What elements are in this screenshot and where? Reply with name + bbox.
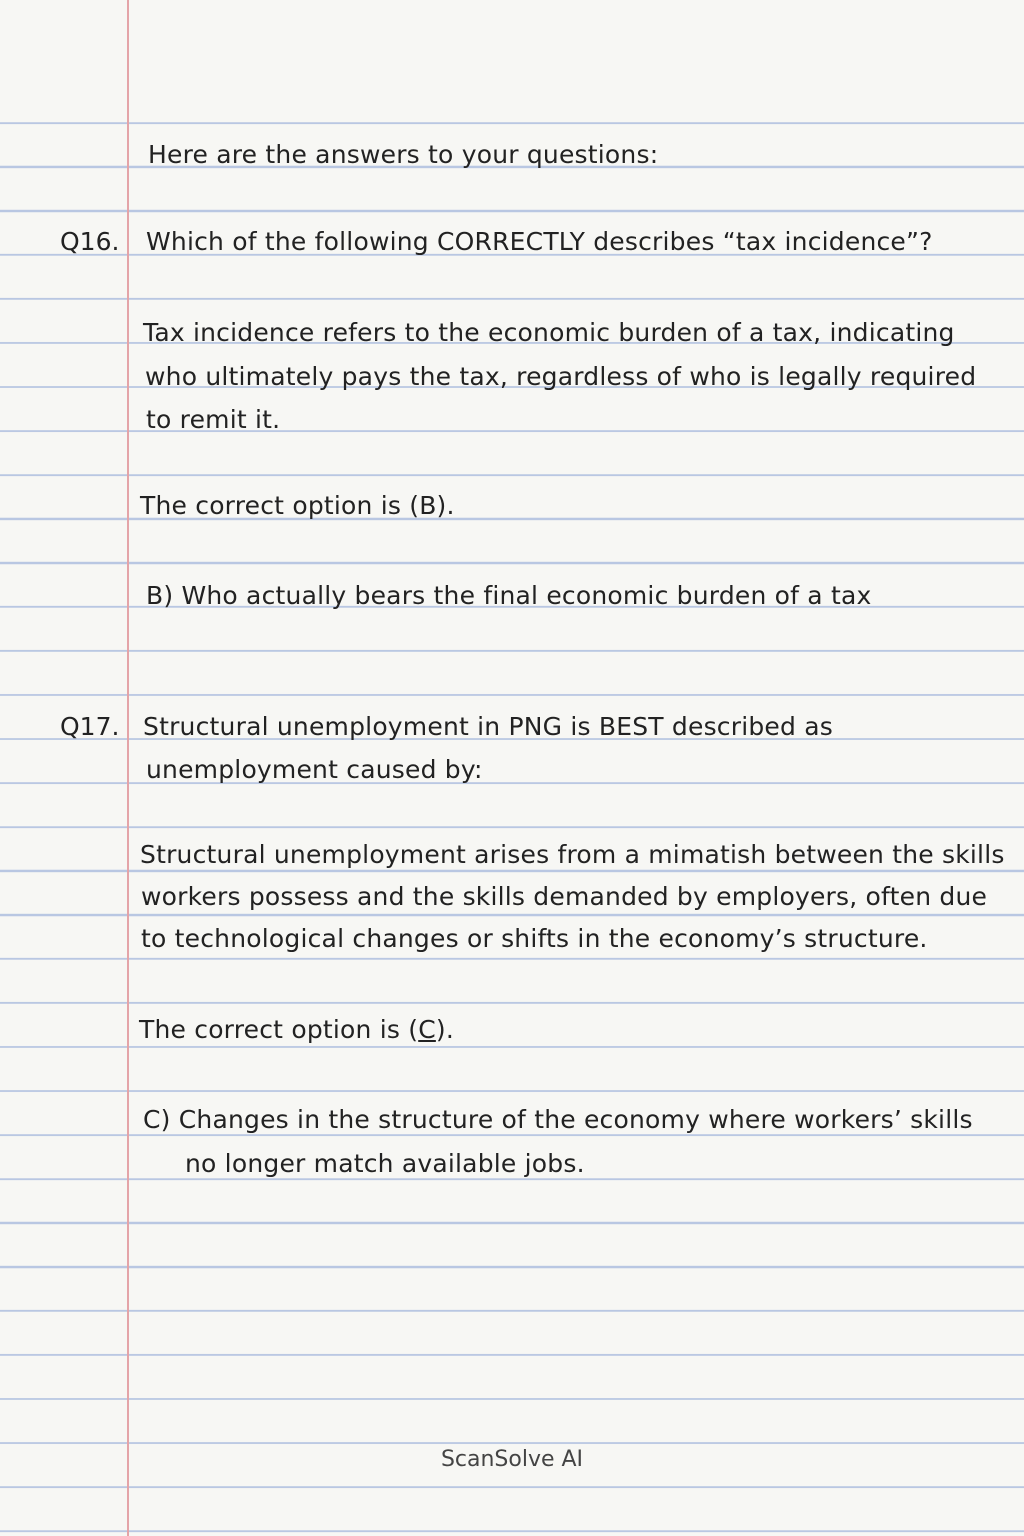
q16-explanation-line-3: to remit it. <box>146 405 281 434</box>
q17-answer-line-1: C) Changes in the structure of the economy where workers’ skills <box>143 1105 973 1134</box>
question-number-16: Q16. <box>60 227 120 256</box>
q16-correct-option: The correct option is (B). <box>140 491 455 520</box>
q17-correct-option <box>139 1008 454 1052</box>
question-17-line-2: unemployment caused by: <box>146 755 483 784</box>
q17-explanation-line-1: Structural unemployment arises from a mimatish between the skills <box>140 840 1005 869</box>
q17-correct-option-prefix: The correct option is ( <box>139 1015 419 1044</box>
q16-answer-line-1: B) Who actually bears the final economic burden of a tax <box>146 581 872 610</box>
question-17-line-1: Structural unemployment in PNG is BEST described as <box>143 712 833 741</box>
question-16-text: Which of the following CORRECTLY describes “tax incidence”? <box>146 227 933 256</box>
q17-correct-option-suffix: ). <box>435 1015 454 1044</box>
margin-line <box>127 0 129 1536</box>
footer-brand: ScanSolve AI <box>440 1447 584 1472</box>
q17-answer-line-2: no longer match available jobs. <box>185 1149 585 1178</box>
q16-explanation-line-1: Tax incidence refers to the economic burden of a tax, indicating <box>143 318 955 347</box>
q17-explanation-line-3: to technological changes or shifts in the economy’s structure. <box>141 924 928 953</box>
q17-explanation-line-2: workers possess and the skills demanded by employers, often due <box>141 882 988 911</box>
intro-text: Here are the answers to your questions: <box>148 140 659 169</box>
q17-correct-option-letter: C <box>418 1015 436 1044</box>
q16-explanation-line-2: who ultimately pays the tax, regardless of who is legally required <box>145 362 977 391</box>
question-number-17: Q17. <box>60 712 120 741</box>
